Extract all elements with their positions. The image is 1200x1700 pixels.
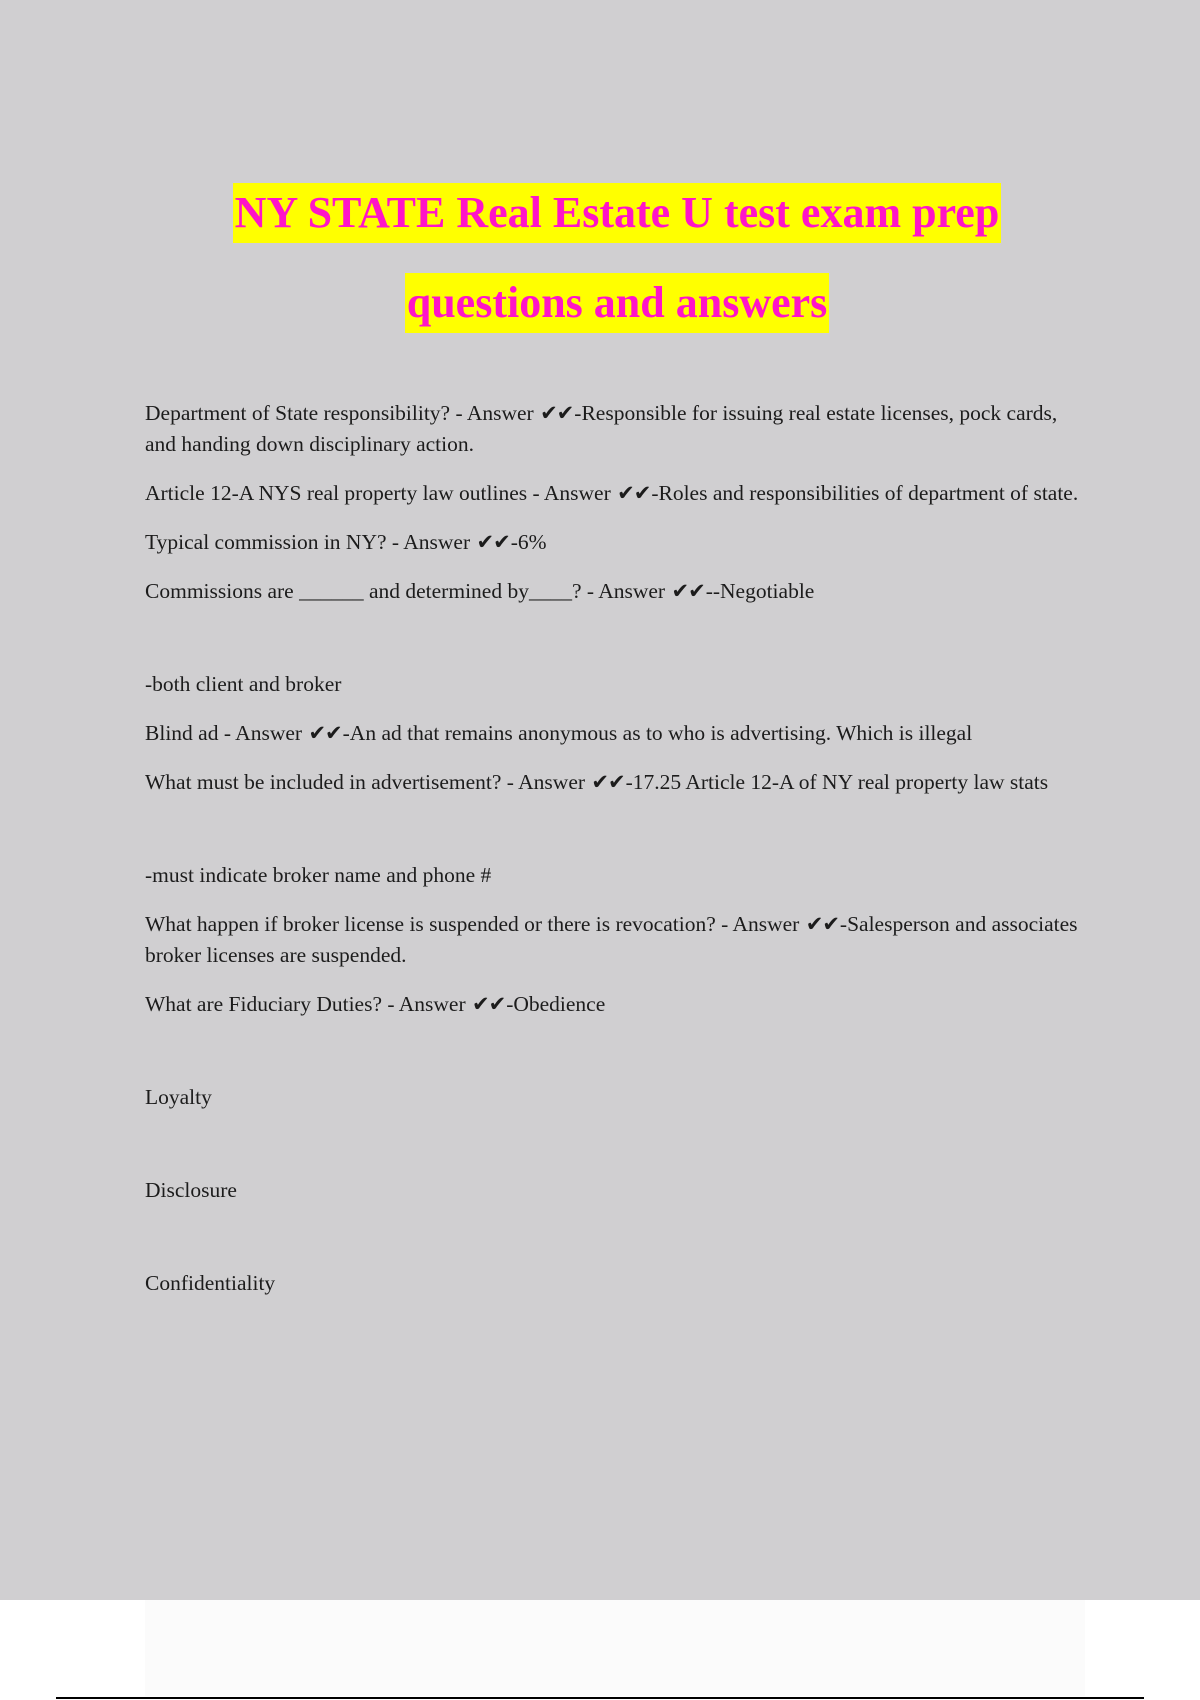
answer-continuation: -must indicate broker name and phone #	[145, 863, 492, 887]
answer-continuation: Loyalty	[145, 1085, 212, 1109]
double-check-icon: ✔✔	[805, 912, 839, 936]
question-text: What must be included in advertisement? - Answer	[145, 770, 591, 794]
answer-text: -An ad that remains anonymous as to who is advertising. Which is illegal	[342, 721, 973, 745]
question-text: Typical commission in NY? - Answer	[145, 530, 476, 554]
qa-item	[145, 527, 1090, 558]
title-line-1: NY STATE Real Estate U test exam prep	[233, 183, 1002, 243]
question-text: Blind ad - Answer	[145, 721, 308, 745]
question-text: Commissions are ______ and determined by____? - Answer	[145, 579, 671, 603]
qa-item	[145, 718, 1090, 749]
qa-item	[145, 909, 1090, 971]
double-check-icon: ✔✔	[471, 992, 506, 1016]
answer-text: -Salesperson and associates broker licenses are suspended.	[145, 912, 1078, 967]
answer-text: --Negotiable	[705, 579, 815, 603]
question-text: What happen if broker license is suspended or there is revocation? - Answer	[145, 912, 805, 936]
qa-item	[145, 576, 1090, 607]
qa-item	[145, 989, 1090, 1020]
qa-item	[145, 398, 1090, 460]
answer-continuation: Confidentiality	[145, 1271, 276, 1295]
title-line-2: questions and answers	[405, 273, 830, 333]
double-check-icon: ✔✔	[476, 530, 510, 554]
answer-text: -Obedience	[506, 992, 606, 1016]
answer-continuation: -both client and broker	[145, 672, 342, 696]
question-text: Article 12-A NYS real property law outlines - Answer	[145, 481, 617, 505]
answer-text: -Roles and responsibilities of department of state.	[651, 481, 1079, 505]
next-page-preview	[145, 1600, 1085, 1696]
double-check-icon: ✔✔	[671, 579, 705, 603]
answer-continuation: Disclosure	[145, 1178, 237, 1202]
double-check-icon: ✔✔	[591, 770, 625, 794]
question-text: What are Fiduciary Duties? - Answer	[145, 992, 471, 1016]
document-title	[60, 168, 1174, 348]
qa-content	[145, 398, 1090, 1317]
qa-item	[145, 478, 1090, 509]
double-check-icon: ✔✔	[617, 481, 651, 505]
page-footer-rule	[56, 1697, 1144, 1699]
question-text: Department of State responsibility? - Answer	[145, 401, 540, 425]
double-check-icon: ✔✔	[540, 401, 574, 425]
answer-text: -17.25 Article 12-A of NY real property law stats	[625, 770, 1049, 794]
answer-text: -Responsible for issuing real estate licenses, pock cards, and handing down disciplinary action.	[145, 401, 1058, 456]
answer-text: -6%	[510, 530, 547, 554]
double-check-icon: ✔✔	[308, 721, 342, 745]
qa-item	[145, 767, 1090, 798]
